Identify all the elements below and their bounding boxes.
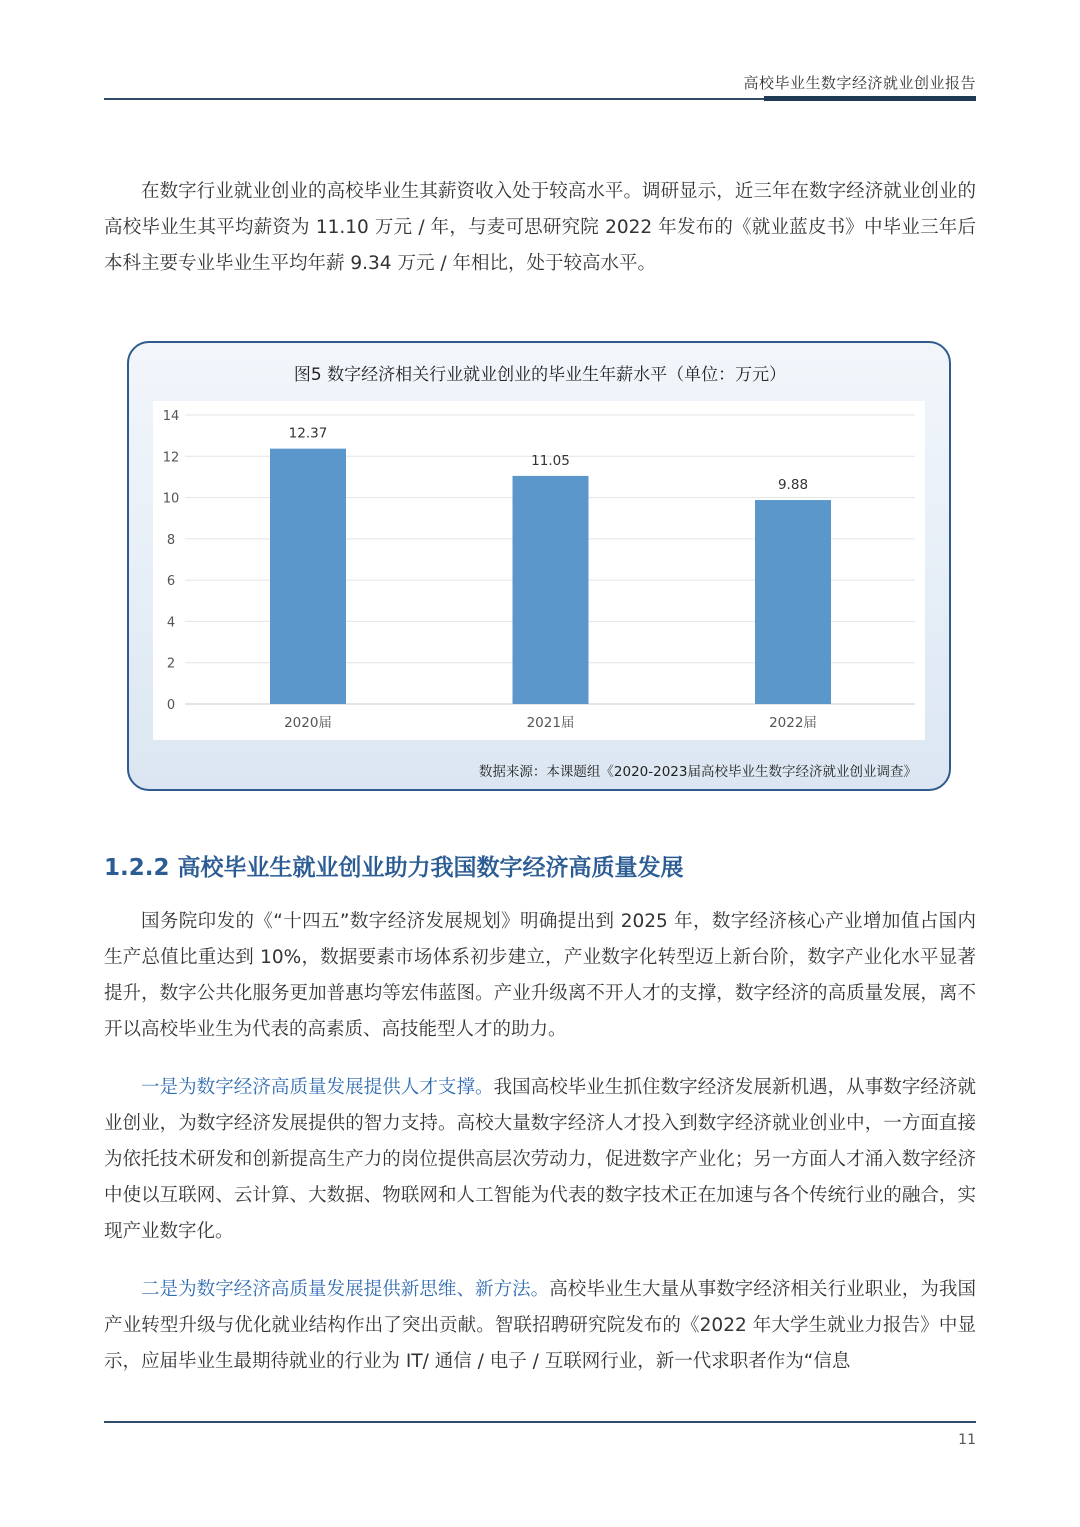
running-header: 高校毕业生数字经济就业创业报告 [743,74,976,92]
paragraph-new-thinking [104,1272,976,1380]
x-tick-label: 2021届 [526,715,575,731]
y-tick-label: 6 [166,574,176,590]
footer-rule [104,1421,976,1423]
y-tick-label: 12 [162,450,180,466]
data-label: 12.37 [288,425,328,442]
y-tick-label: 4 [166,615,176,631]
x-tick-label: 2022届 [769,715,817,731]
bar [513,476,589,704]
y-tick-label: 10 [162,491,180,507]
y-tick-label: 2 [166,656,176,672]
section-heading: 1.2.2 高校毕业生就业创业助力我国数字经济高质量发展 [104,855,684,881]
data-label: 11.05 [531,452,570,469]
chart-title: 图5 数字经济相关行业就业创业的毕业生年薪水平（单位：万元） [293,365,787,385]
chart-source: 数据来源：本课题组《2020-2023届高校毕业生数字经济就业创业调查》 [478,764,917,780]
paragraph-plan: 国务院印发的《“十四五”数字经济发展规划》明确提出到 2025 年，数字经济核心产业增加值占国内生产总值比重达到 10%，数据要素市场体系初步建立，产业数字化转型迈上新台阶，数字产业化水平显著提升，数字公共化服务更加普惠均等宏伟蓝图。产业升级离不开人才的支撑，数字经济的高质量发展，离不开以高校毕业生为代表的高素质、高技能型人才的助力。 [104,911,976,1040]
y-tick-label: 8 [166,532,176,548]
x-tick-label: 2020届 [284,715,332,731]
page-number: 11 [958,1432,976,1448]
paragraph-lead: 一是为数字经济高质量发展提供人才支撑。 [141,1077,494,1098]
paragraph-talent-support [104,1070,976,1250]
data-label: 9.88 [777,477,809,494]
paragraph-salary: 在数字行业就业创业的高校毕业生其薪资收入处于较高水平。调研显示，近三年在数字经济就业创业的高校毕业生其平均薪资为 11.10 万元 / 年，与麦可思研究院 2022 年发布的《就业蓝皮书》中毕业三年后本科主要专业毕业生平均年薪 9.34 万元 / 年相比，处于较高水平。 [104,181,976,274]
y-tick-label: 14 [162,409,180,424]
paragraph-body: 高校毕业生大量从事数字经济相关行业职业，为我国产业转型升级与优化就业结构作出了突出贡献。智联招聘研究院发布的《2022 年大学生就业力报告》中显示，应届毕业生最期待就业的行业为 IT/ 通信 / 电子 / 互联网行业，新一代求职者作为“信息 [104,1279,976,1372]
bar [755,500,831,704]
paragraph-body: 我国高校毕业生抓住数字经济发展新机遇，从事数字经济就业创业，为数字经济发展提供的智力支持。高校大量数字经济人才投入到数字经济就业创业中，一方面直接为依托技术研发和创新提高生产力的岗位提供高层次劳动力，促进数字产业化；另一方面人才涌入数字经济中使以互联网、云计算、大数据、物联网和人工智能为代表的数字技术正在加速与各个传统行业的融合，实现产业数字化。 [104,1077,976,1242]
y-tick-label: 0 [166,698,176,713]
paragraph-lead: 二是为数字经济高质量发展提供新思维、新方法。 [141,1279,550,1300]
bar [270,449,346,704]
